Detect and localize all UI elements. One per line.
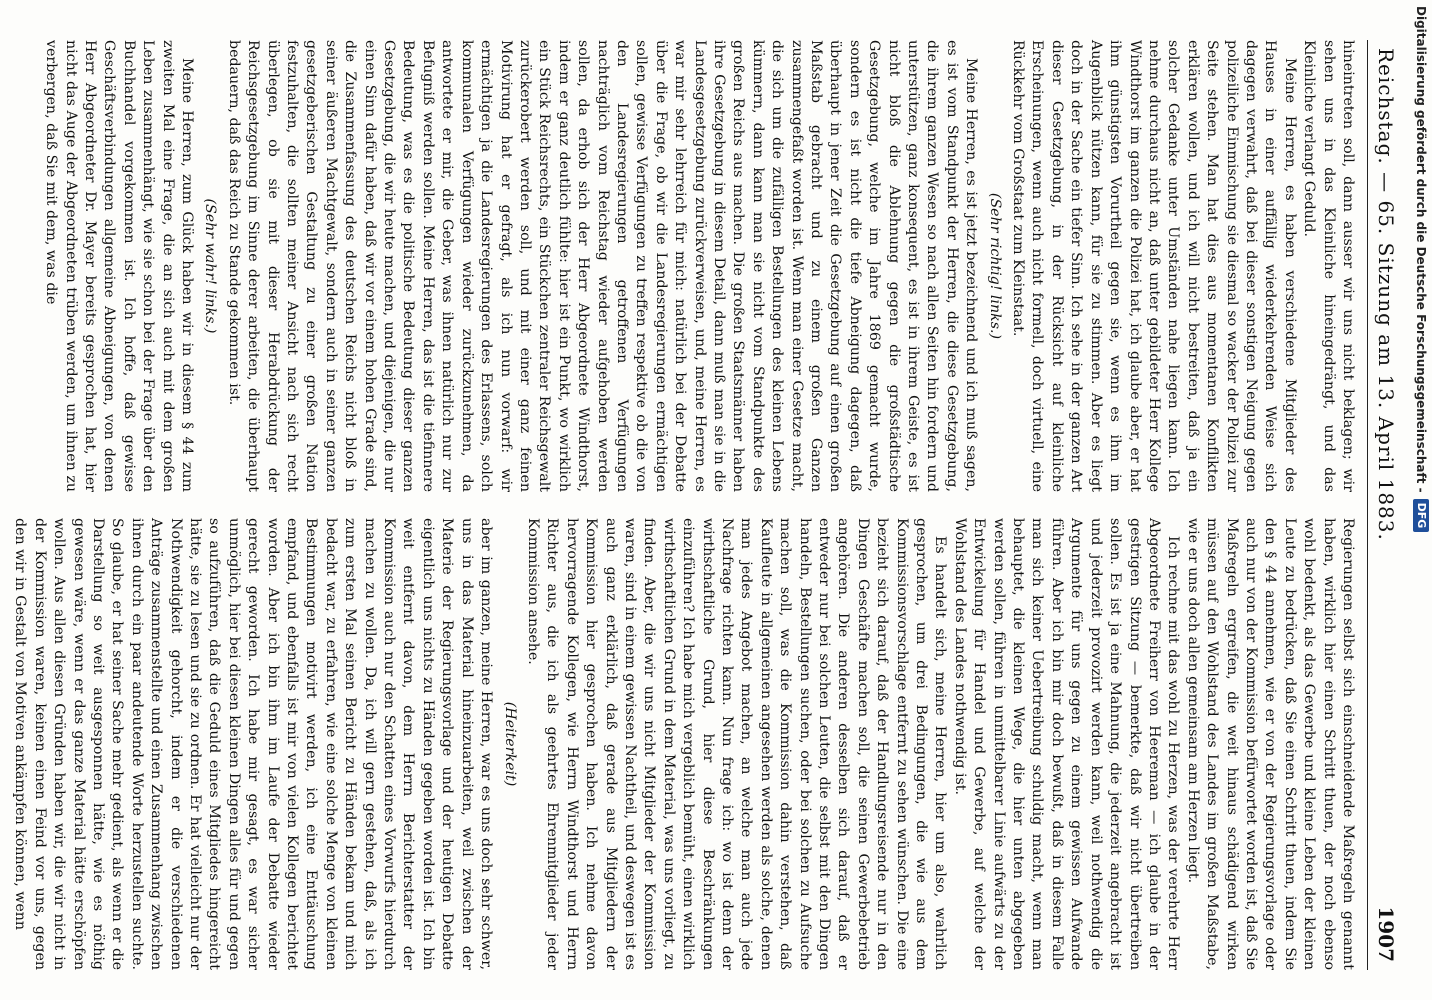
paragraph: Ich rechne mit das wohl zu Herzen, was der verehrte Herr Abgeordnete Freiherr von Heereman — ich glaube in der gestrigen Sitzung — bemerkte, daß wir nicht übertreiben sollen. Es ist ja eine Mahnung, die jederzeit angebracht ist und jederzeit provozirt werden kann, weil nothwendig die Argumente für uns gegen zu einem gewissen Aufwande führen. Aber ich bin mir doch bewußt, daß in diesem Falle man sich keiner Uebertreibung schuldig macht, wenn man behauptet, die kleinen Wege, die hier unten abgegeben werden sollen, führen in unmittelbarer Linie aufwärts zu der Entwickelung für Handel und Gewerbe, auf welche der Wohlstand des Landes nothwendig ist. <box>951 518 1182 970</box>
paragraph: Meine Herren, es ist jetzt bezeichnend und ich muß sagen, es ist vom Standpunkt der Herren, die diese Gesetzgebung, die ihrem ganzen Wesen so nach allen Seiten hin fordern und unterstützen, ganz konsequent, es ist in ihrem Geiste, es ist nicht bloß die Ablehnung gegen die großstädtische Gesetzgebung, welche im Jahre 1869 gemacht wurde, sondern es ist nicht die tiefe Abneigung dagegen, daß überhaupt in jener Zeit die Gesetzgebung auf einen großen Maßstab gebracht und zu einem großen Ganzen zusammengefaßt worden ist. Wenn man einer Gesetze macht, die sich um die zufälligen Bestellungen des kleinen Lebens kümmern, dann kann man sie nicht vom Standpunkte des großen Reichs aus machen. Die großen Staatsmänner haben ihre Gesetzgebung in diesem Detail, dann muß man sie in die Landesgesetzgebung zurückverweisen, und, meine Herren, es war mir sehr lehrreich für mich: natürlich bei der Debatte über die Frage, ob wir die Landesregierungen ermächtigen sollen, gewisse Verfügungen zu treffen respektive ob die von den Landesregierungen getroffenen Verfügungen nachträglich vom Reichstag wieder aufgehoben werden sollen, da erhob sich der Herr Abgeordnete Windthorst, indem er ganz deutlich fühlte: hier ist ein Punkt, wo wirklich ein Stück Reichsrechts, ein Stückchen zentraler Reichsgewalt zurückerobert werden soll, und mit einer ganz feinen Motivirung hat er gefragt, als ich nun vorwarf: wir ermächtigen ja die Landesregierungen des Erlassens, solch kommunalen Verfügungen wieder zurückzunehmen, da antwortete er mir, die Geber, was ihnen natürlich nur zur Befugniß werden sollen. Meine Herren, das ist die tiefinnere Bedeutung, was es die politische Bedeutung dieser ganzen Gesetzgebung, die wir heute machen, und diejenigen, die nur einen Sinn dafür haben, daß wir vor einem hohen Grade sind, die Zusammenfassung des deutschen Reichs nicht bloß in seiner äußeren Machtgewalt, sondern auch in seiner ganzen gesetzgeberischen Gestaltung zu einer großen Nation festzuhalten, die sollten meiner Ansicht nach sich recht überlegen, ob sie mit dieser Herabdrückung der Reichsgesetzgebung im Sinne derer arbeiten, die überhaupt bedauern, daß das Reich zu Stande gekommen ist. <box>225 40 980 492</box>
paragraph: aber im ganzen, meine Herren, war es uns doch sehr schwer, uns in das Material hineinzuarbeiten, weil zwischen der Materie der Regierungsvorlage und der heutigen Debatte eigentlich uns nichts zu Händen gegeben worden ist. Ich bin weit entfernt davon, dem Herrn Berichterstatter der Kommission auch nur den Schatten eines Vorwurfs hierdurch machen zu wollen. Da, ich will gern gestehen, daß, als ich zum ersten Mal seinen Bericht zu Händen bekam und mich bedacht war, zu erfahren, wie eine solche Menge von kleinen Bestimmungen motivirt werden, ich eine Enttäuschung empfand, und ebenfalls ist mir von vielen Kollegen berichtet worden. Aber ich bin ihm im Laufe der Debatte wieder gerecht geworden. Ich habe mir gesagt, es war sicher unmöglich, hier bei diesen kleinen Dingen alles für und gegen so aufzuführen, daß die Geduld eines Mitgliedes hingereicht hätte, sie zu lesen und sie zu ordnen. Er hat vielleicht nur der Nothwendigkeit gehorcht, indem er die verschiedenen Anträge zusammenstellte und einen Zusammenhang zwischen ihnen durch ein paar andeutende Worte herzustellen suchte. So glaube, er hat seiner Sache mehr gedient, als wenn er die Darstellung so weit ausgesponnen hätte, wie es nöthig gewesen wäre, wenn er das ganze Material hätte erschöpfen wollen. Aus allen diesen Gründen haben wir, die wir nicht in der Kommission waren, keinen einen Feind vor uns, gegen den wir in Gestalt von Motiven ankämpfen können, wenn <box>12 518 495 970</box>
paragraph: Es handelt sich, meine Herren, hier um also, wahrlich gesprochen, um drei Bedingungen, die wie aus dem Kommissionsvorschlage entfernt zu sehen wünschen. Die eine bezieht sich darauf, daß der Handlungsreisende nur in den Dingen Geschäfte machen soll, die seinen Gewerbebetrieb angehören. Die anderen desselben sich darauf, daß er entweder nur bei solchen Leuten, die selbst mit den Dingen handeln, Bestellungen suchen, oder bei solchen zu Aufsuche machen soll, was die Kommission dahin verstehen, daß Kaufleute in allgemeinen angesehen werden als solche, denen man jedes Angebot machen, an welche man auch jede Nachfrage richten kann. Nun frage ich: wo ist denn der wirthschaftliche Grund, hier diese Beschränkungen einzuführen? Ich habe mich vergeblich bemüht, einen wirklich wirthschaftlichen Grund in dem Material, was uns vorliegt, zu finden. Aber, die wir uns nicht Mitglieder der Kommission waren, sind in einem gewissen Nachtheil, und deswegen ist es auch ganz erklärlich, daß gerade aus Mitgliedern der Kommission hier gesprochen haben. Ich nehme davon hervorragende Kollegen, wie Herrn Windthorst und Herrn Richter aus, die ich als geehrtes Ehrenmitglieder jeder Kommission ansehe. <box>524 518 949 970</box>
stage-direction: (Heiterkeit) <box>501 701 518 787</box>
text-columns <box>12 40 1357 970</box>
digitization-stamp <box>1408 4 1430 624</box>
page-number: 1907 <box>1374 906 1398 962</box>
running-header <box>1367 40 1398 970</box>
stage-direction: (Sehr richtig! links.) <box>986 192 1003 340</box>
column-right <box>12 518 1357 970</box>
paragraph: Meine Herren, zum Glück haben wir in diesem § 44 zum zweiten Mal eine Frage, die an sich auch mit dem großen Leben zusammenhängt, wie sie schon bei der Frage über den Buchhandel vorgekommen ist. Ich hoffe, daß gewisse Geschäftsverbindungen allgemeine Abneigungen, von denen Herr Abgeordneter Dr. Mayer bereits gesprochen hat, hier nicht das Auge der Abgeordneten trüben werden, um ihnen zu verbergen, daß Sie mit dem, was die <box>43 40 196 492</box>
paragraph: Regierungen selbst sich einschneidende Maßregeln genannt haben, wirklich hier einen Schritt thuen, der noch ebenso wohl bedenkt, als das Gewerbe und kleine Leben der kleinen Leute zu bedrücken, daß Sie einen Schritt thuen, indem Sie den § 44 annehmen, wie er von der Regierungsvorlage oder auch nur von der Kommission befürwortet worden ist, daß Sie Maßregeln ergreifen, die weit hinaus schädigend wirken müssen auf den Wohlstand des Landes im großen Maßstabe, wie er uns doch allen gemeinsam am Herzen liegt. <box>1184 518 1356 970</box>
dfg-logo: DFG <box>1413 499 1429 533</box>
paragraph: Meine Herren, es haben verschiedene Mitglieder des Hauses in einer auffällig wiederkehrenden Weise sich dagegen verwahrt, daß bei dieser sonstigen Neigung gegen polizeiliche Einmischung sie diesmal so wacker der Polizei zur Seite stehen. Man hat dies aus momentanen Konflikten erklären wollen, und ich will nicht bestreiten, daß ja ein solcher Gedanke unter Umständen nahe liegen kann. Ich nehme durchaus nicht an, daß unter gebildeter Herr Kollege Windthorst im ganzen die Polizei hat, ich glaube aber, er hat ihm günstigsten Vorurtheil gegen sie, wenn es ihm im Augenblick nützen kann, für sie zu stimmen. Aber es liegt doch in der Sache ein tiefer Sinn. Ich sehe in der ganzen Art dieser Gesetzgebung, in der Rücksicht auf kleinliche Erscheinungen, wenn auch nicht formell, doch virtuell, eine Rückkehr vom Großstaat zum Kleinstaat. <box>1010 40 1298 492</box>
stamp-text: Digitalisierung gefördert durch die Deutsche Forschungsgemeinschaft - <box>1414 6 1428 493</box>
column-left <box>43 40 1357 492</box>
running-title: Reichstag. — 65. Sitzung am 13. April 1883. <box>1374 48 1398 541</box>
stage-direction: (Sehr wahr! links.) <box>202 198 219 334</box>
paragraph: hineintreten soll, dann ausser wir uns nicht beklagen; wir sehen uns in das Kleinliche hineingedrängt, und das Kleinliche verlangt Geduld. <box>1301 40 1356 492</box>
rotated-document-page <box>12 0 1416 1000</box>
